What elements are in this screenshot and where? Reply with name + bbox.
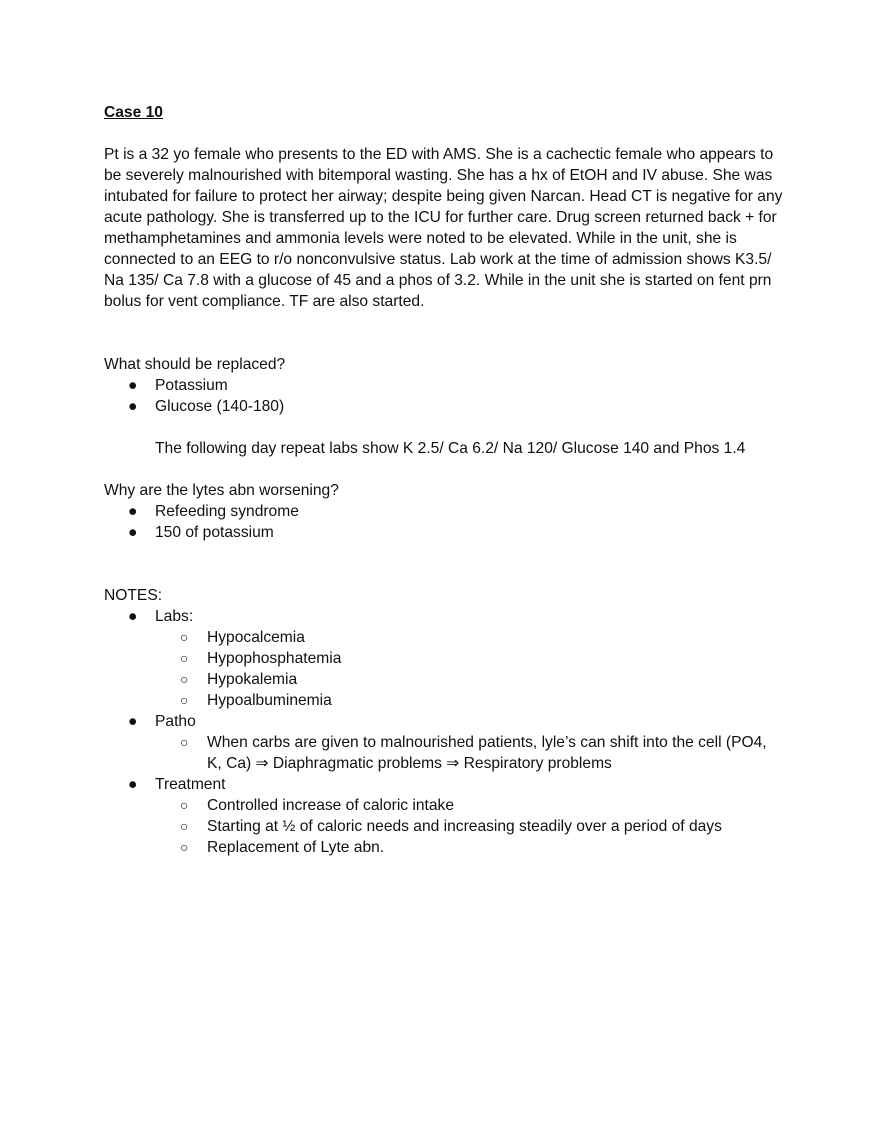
list-item bbox=[104, 396, 784, 417]
bullet-icon: ● bbox=[128, 713, 138, 730]
answer-list-replacement bbox=[104, 375, 784, 417]
item-text: Hypocalcemia bbox=[207, 629, 305, 646]
answer-list-lytes bbox=[104, 501, 784, 543]
item-text: Starting at ½ of caloric needs and increasing steadily over a period of days bbox=[207, 818, 722, 835]
repeat-labs-note: The following day repeat labs show K 2.5/ Ca 6.2/ Na 120/ Glucose 140 and Phos 1.4 bbox=[155, 440, 746, 457]
bullet-icon: ● bbox=[128, 503, 138, 520]
bullet-icon: ● bbox=[128, 398, 138, 415]
list-item bbox=[155, 837, 784, 858]
answer-text: Refeeding syndrome bbox=[155, 503, 299, 520]
list-item bbox=[155, 795, 784, 816]
hollow-bullet-icon: ○ bbox=[180, 734, 189, 750]
notes-section-treatment bbox=[104, 774, 784, 858]
case-title: Case 10 bbox=[104, 104, 163, 121]
list-item bbox=[155, 669, 784, 690]
bullet-icon: ● bbox=[128, 776, 138, 793]
bullet-icon: ● bbox=[128, 524, 138, 541]
hollow-bullet-icon: ○ bbox=[180, 839, 189, 855]
item-text: Hypoalbuminemia bbox=[207, 692, 332, 709]
notes-heading: NOTES: bbox=[104, 587, 163, 604]
item-text: Hypophosphatemia bbox=[207, 650, 342, 667]
section-label: Patho bbox=[155, 713, 196, 730]
list-item bbox=[155, 648, 784, 669]
notes-section-labs bbox=[104, 606, 784, 711]
item-text: Hypokalemia bbox=[207, 671, 298, 688]
treatment-sublist bbox=[155, 795, 784, 858]
answer-text: 150 of potassium bbox=[155, 524, 274, 541]
labs-sublist bbox=[155, 627, 784, 711]
hollow-bullet-icon: ○ bbox=[180, 671, 189, 687]
document-page bbox=[104, 102, 784, 858]
hollow-bullet-icon: ○ bbox=[180, 692, 189, 708]
hollow-bullet-icon: ○ bbox=[180, 629, 189, 645]
list-item bbox=[155, 732, 784, 774]
answer-text: Potassium bbox=[155, 377, 228, 394]
answer-text: Glucose (140-180) bbox=[155, 398, 285, 415]
list-item bbox=[104, 501, 784, 522]
item-text: Replacement of Lyte abn. bbox=[207, 839, 385, 856]
notes-section-patho bbox=[104, 711, 784, 774]
hollow-bullet-icon: ○ bbox=[180, 650, 189, 666]
hollow-bullet-icon: ○ bbox=[180, 818, 189, 834]
hollow-bullet-icon: ○ bbox=[180, 797, 189, 813]
bullet-icon: ● bbox=[128, 608, 138, 625]
notes-list bbox=[104, 606, 784, 858]
list-item bbox=[104, 375, 784, 396]
section-label: Labs: bbox=[155, 608, 194, 625]
item-text: Controlled increase of caloric intake bbox=[207, 797, 455, 814]
case-description: Pt is a 32 yo female who presents to the ED with AMS. She is a cachectic female who appears to be severely malnourished with bitemporal wasting. She has a hx of EtOH and IV abuse. She was intubated for failure to protect her airway; despite being given Narcan. Head CT is negative for any acute pathology. She is transferred up to the ICU for further care. Drug screen returned back + for methamphetamines and ammonia levels were noted to be elevated. While in the unit, she is connected to an EEG to r/o nonconvulsive status. Lab work at the time of admission shows K3.5/ Na 135/ Ca 7.8 with a glucose of 45 and a phos of 3.2. While in the unit she is started on fent prn bolus for vent compliance. TF are also started. bbox=[104, 146, 783, 310]
question-lytes: Why are the lytes abn worsening? bbox=[104, 482, 339, 499]
item-text: When carbs are given to malnourished patients, lyle’s can shift into the cell (PO4, K, Ca) ⇒ Diaphragmatic problems ⇒ Respiratory problems bbox=[207, 734, 767, 772]
list-item bbox=[155, 690, 784, 711]
list-item bbox=[155, 816, 784, 837]
bullet-icon: ● bbox=[128, 377, 138, 394]
patho-sublist bbox=[155, 732, 784, 774]
section-label: Treatment bbox=[155, 776, 226, 793]
list-item bbox=[155, 627, 784, 648]
list-item bbox=[104, 522, 784, 543]
question-replacement: What should be replaced? bbox=[104, 356, 286, 373]
